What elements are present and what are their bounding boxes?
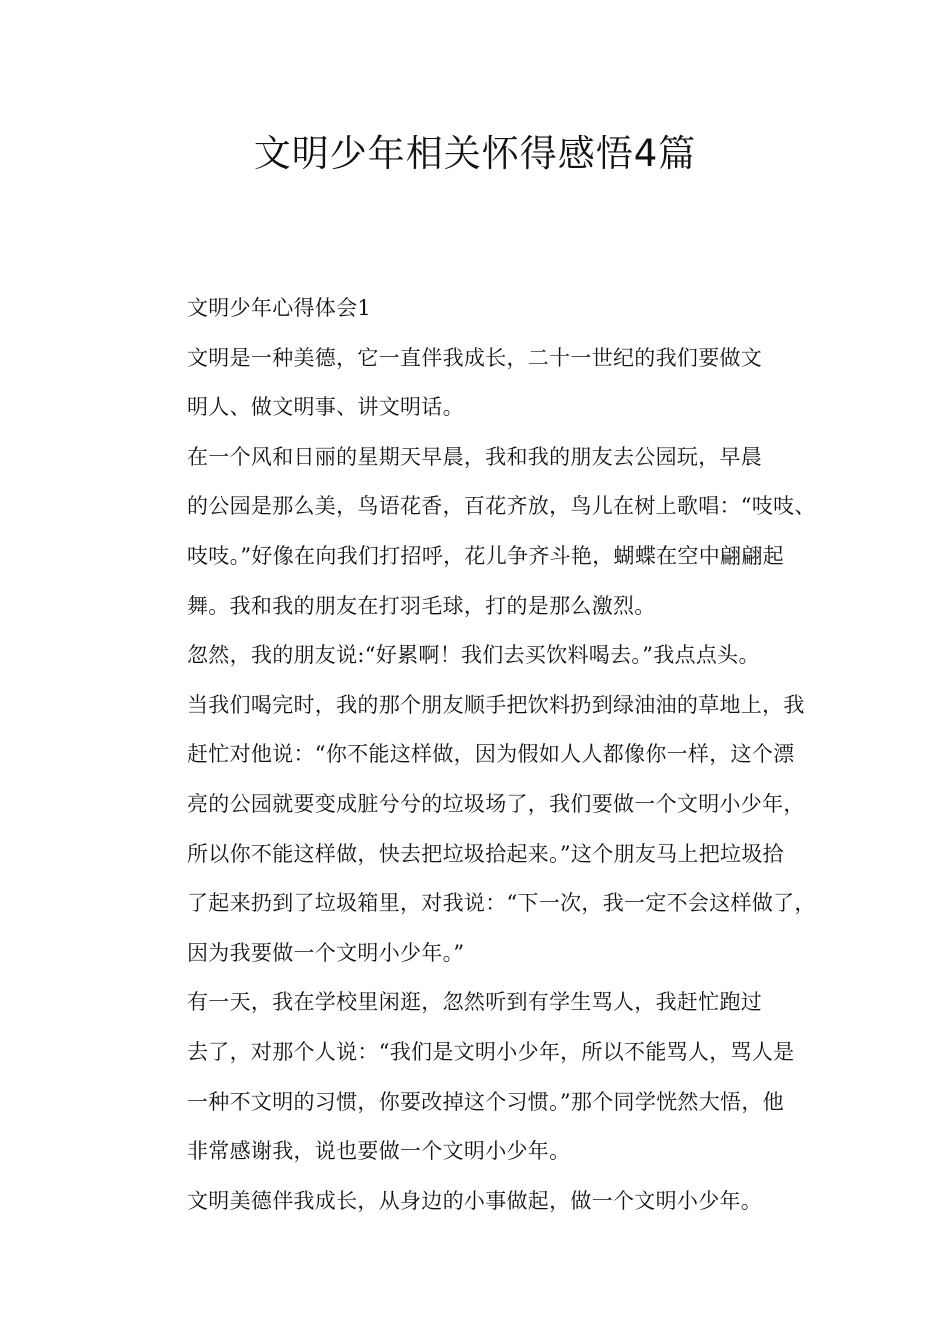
text-line: 一种不文明的习惯，你要改掉这个习惯。”那个同学恍然大悟，他 <box>187 1089 784 1114</box>
paragraph <box>145 433 825 631</box>
paragraph <box>145 631 825 978</box>
text-line: 明人、做文明事、讲文明话。 <box>187 395 464 420</box>
paragraph <box>145 978 825 1176</box>
text-line: 当我们喝完时，我的那个朋友顺手把饮料扔到绿油油的草地上，我 <box>187 692 805 717</box>
document-body <box>145 284 825 1226</box>
paragraph <box>145 1177 825 1227</box>
text-line: 亮的公园就要变成脏兮兮的垃圾场了，我们要做一个文明小少年， <box>187 791 805 816</box>
text-line: 文明美德伴我成长，从身边的小事做起，做一个文明小少年。 <box>187 1188 763 1213</box>
text-line: 吱吱。”好像在向我们打招呼，花儿争齐斗艳，蝴蝶在空中翩翩起 <box>187 543 784 568</box>
text-line: 所以你不能这样做，快去把垃圾拾起来。”这个朋友马上把垃圾拾 <box>187 841 784 866</box>
text-line: 赶忙对他说：“你不能这样做，因为假如人人都像你一样，这个漂 <box>187 742 795 767</box>
text-line: 忽然，我的朋友说:“好累啊！我们去买饮料喝去。”我点点头。 <box>187 643 760 668</box>
text-line: 在一个风和日丽的星期天早晨，我和我的朋友去公园玩，早晨 <box>187 444 763 469</box>
text-line: 非常感谢我，说也要做一个文明小少年。 <box>187 1139 571 1164</box>
text-line: 舞。我和我的朋友在打羽毛球，打的是那么激烈。 <box>187 593 656 618</box>
document-title: 文明少年相关怀得感悟4篇 <box>253 132 697 175</box>
paragraph <box>145 334 825 433</box>
section-heading <box>145 284 825 334</box>
text-line: 有一天，我在学校里闲逛，忽然听到有学生骂人，我赶忙跑过 <box>187 990 763 1015</box>
text-line: 的公园是那么美，鸟语花香，百花齐放，鸟儿在树上歌唱：“吱吱、 <box>187 494 816 519</box>
text-line: 文明少年心得体会1 <box>187 296 372 320</box>
text-line: 因为我要做一个文明小少年。” <box>187 940 465 965</box>
text-line: 文明是一种美德，它一直伴我成长，二十一世纪的我们要做文 <box>187 345 763 370</box>
text-line: 了起来扔到了垃圾箱里，对我说：“下一次，我一定不会这样做了， <box>187 891 816 916</box>
text-line: 去了，对那个人说：“我们是文明小少年，所以不能骂人，骂人是 <box>187 1039 795 1064</box>
